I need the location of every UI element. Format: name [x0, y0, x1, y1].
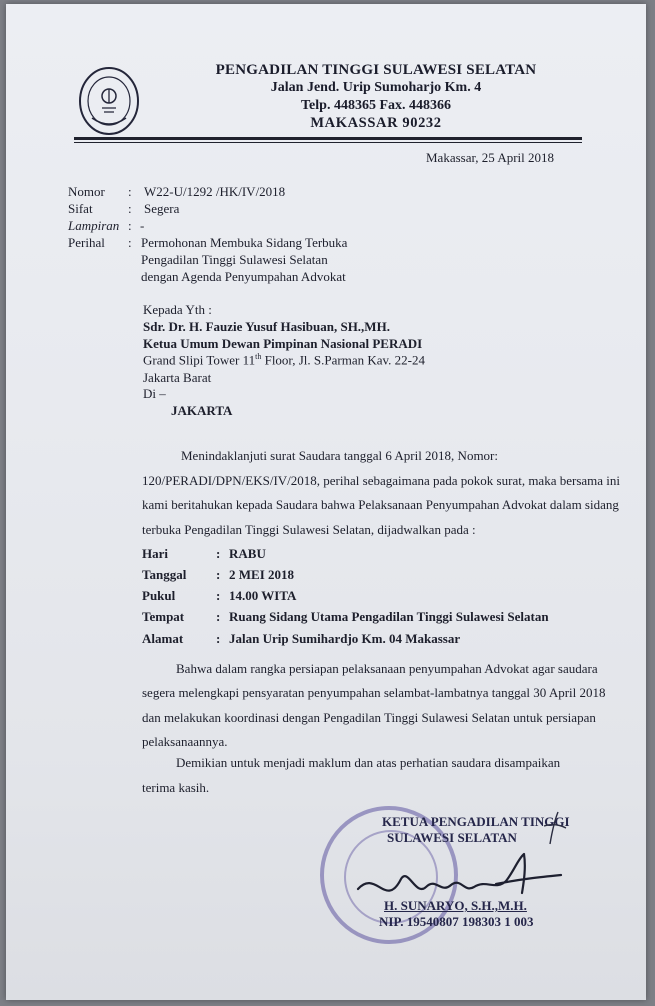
signatory-name: H. SUNARYO, S.H.,M.H. — [384, 898, 527, 913]
recipient-position: Ketua Umum Dewan Pimpinan Nasional PERADI — [143, 336, 423, 351]
detail-value-hari: RABU — [229, 546, 266, 561]
detail-colon: : — [216, 609, 221, 624]
lampiran-colon: : — [128, 218, 132, 233]
institution-phone-fax: Telp. 448365 Fax. 448366 — [301, 98, 451, 113]
detail-label-tanggal: Tanggal — [142, 567, 187, 582]
signatory-title-line1: KETUA PENGADILAN TINGGI — [382, 814, 570, 829]
recipient-address-sup: th — [255, 352, 262, 361]
nomor-label: Nomor — [68, 184, 105, 199]
institution-city-postal: MAKASSAR 90232 — [310, 115, 442, 131]
institution-name: PENGADILAN TINGGI SULAWESI SELATAN — [215, 62, 537, 78]
recipient-destination: JAKARTA — [171, 403, 233, 418]
body-line: Bahwa dalam rangka persiapan pelaksanaan penyumpahan Advokat agar saudara — [176, 661, 598, 676]
recipient-address — [143, 352, 425, 368]
signatory-title-line2: SULAWESI SELATAN — [387, 830, 517, 845]
letterhead-rule-thick — [74, 137, 582, 140]
signatory-nip: NIP. 19540807 198303 1 003 — [379, 914, 534, 929]
perihal-label: Perihal — [68, 235, 105, 250]
letter-page — [6, 4, 646, 1000]
body-line: terbuka Pengadilan Tinggi Sulawesi Selatan, dijadwalkan pada : — [142, 522, 476, 537]
detail-value-tempat: Ruang Sidang Utama Pengadilan Tinggi Sulawesi Selatan — [229, 609, 549, 624]
body-line: kami beritahukan kepada Saudara bahwa Pelaksanaan Penyumpahan Advokat dalam sidang — [142, 497, 619, 512]
institution-address: Jalan Jend. Urip Sumoharjo Km. 4 — [270, 80, 482, 95]
perihal-line: Permohonan Membuka Sidang Terbuka — [141, 235, 348, 250]
recipient-address-pre: Grand Slipi Tower 11 — [143, 352, 256, 368]
sifat-value: Segera — [144, 201, 180, 216]
recipient-city: Jakarta Barat — [143, 370, 212, 385]
nomor-colon: : — [128, 184, 132, 199]
body-line: pelaksanaannya. — [142, 734, 228, 749]
body-line: segera melengkapi pensyaratan penyumpahan selambat-lambatnya tanggal 30 April 2018 — [142, 685, 606, 700]
body-line: 120/PERADI/DPN/EKS/IV/2018, perihal sebagaimana pada pokok surat, maka bersama ini — [142, 473, 621, 488]
perihal-line: dengan Agenda Penyumpahan Advokat — [141, 269, 346, 284]
paraf-mark-icon — [540, 810, 570, 846]
detail-colon: : — [216, 546, 221, 561]
body-line: dan melakukan koordinasi dengan Pengadilan Tinggi Sulawesi Selatan untuk persiapan — [142, 710, 596, 725]
detail-colon: : — [216, 588, 221, 603]
letterhead-rule-thin — [74, 142, 582, 143]
detail-colon: : — [216, 567, 221, 582]
body-line: Menindaklanjuti surat Saudara tanggal 6 April 2018, Nomor: — [181, 448, 498, 463]
lampiran-label: Lampiran — [68, 218, 120, 233]
detail-value-tanggal: 2 MEI 2018 — [229, 567, 294, 582]
detail-label-pukul: Pukul — [142, 588, 176, 603]
perihal-colon: : — [128, 235, 132, 250]
detail-label-tempat: Tempat — [142, 609, 185, 624]
recipient-salutation: Kepada Yth : — [143, 302, 212, 317]
recipient-name: Sdr. Dr. H. Fauzie Yusuf Hasibuan, SH.,MH. — [143, 319, 390, 334]
body-line: Demikian untuk menjadi maklum dan atas perhatian saudara disampaikan — [176, 755, 561, 770]
recipient-address-post: Floor, Jl. S.Parman Kav. 22-24 — [261, 352, 425, 368]
lampiran-value: - — [140, 218, 145, 233]
place-date: Makassar, 25 April 2018 — [426, 150, 555, 165]
sifat-label: Sifat — [68, 201, 93, 216]
detail-value-pukul: 14.00 WITA — [229, 588, 297, 603]
court-seal-logo — [78, 66, 140, 136]
detail-colon: : — [216, 631, 221, 646]
nomor-value: W22-U/1292 /HK/IV/2018 — [144, 184, 286, 199]
detail-label-alamat: Alamat — [142, 631, 184, 646]
recipient-di: Di – — [143, 386, 166, 401]
sifat-colon: : — [128, 201, 132, 216]
detail-label-hari: Hari — [142, 546, 168, 561]
perihal-line: Pengadilan Tinggi Sulawesi Selatan — [141, 252, 328, 267]
body-line: terima kasih. — [142, 780, 210, 795]
detail-value-alamat: Jalan Urip Sumihardjo Km. 04 Makassar — [229, 631, 461, 646]
